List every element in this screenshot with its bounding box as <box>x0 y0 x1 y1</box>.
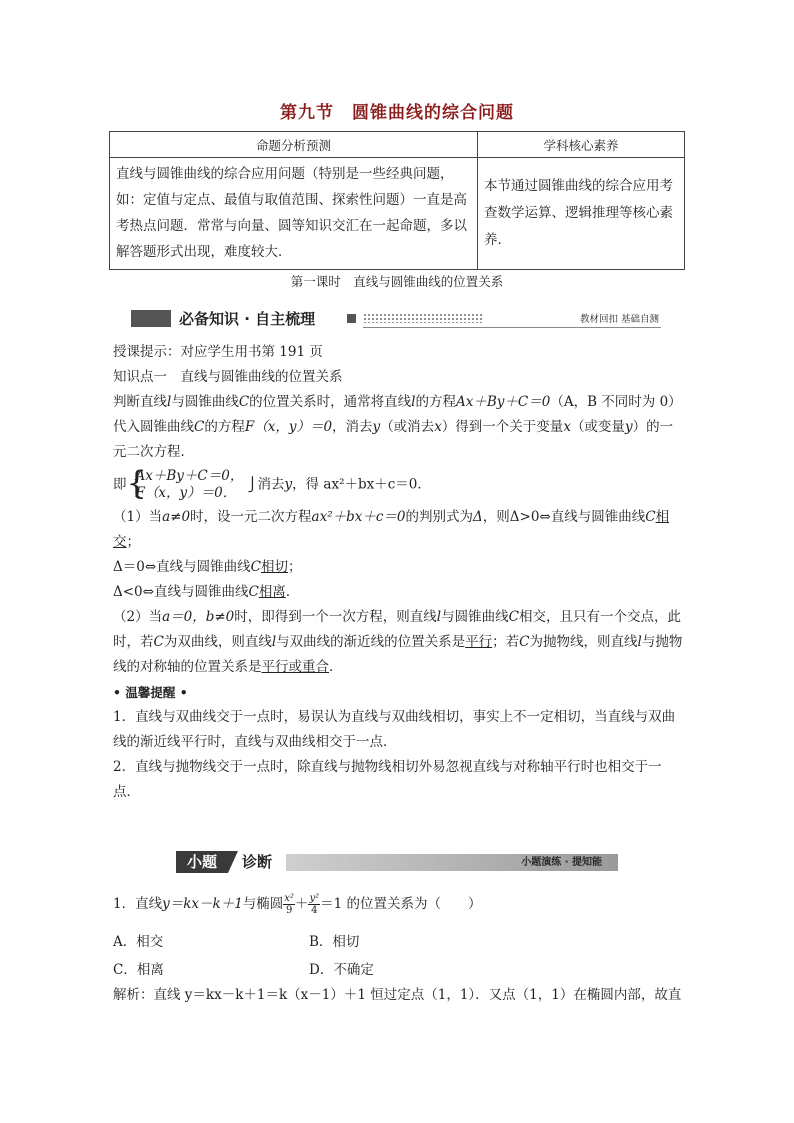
case-two: （2）当a＝0，b≠0时，即得到一个一次方程，则直线l与圆锥曲线C相交，且只有一个交点，此时，若C为双曲线，则直线l与双曲线的渐近线的位置关系是平行；若C为抛物线，则直线l与抛物线的对称轴的位置关系是平行或重合． <box>113 609 683 675</box>
banner-title: 必备知识 · 自主梳理 <box>179 310 316 328</box>
tips-label: • 温馨提醒 • <box>113 685 188 700</box>
answer-tangent: 相切 <box>261 559 288 575</box>
option-b[interactable]: B．相切 <box>309 934 360 950</box>
question-stem: 1．直线y＝kx－k＋1与椭圆 $\frac{\text{x²}}{9}$ ＋ $\frac{\text{y²}}{4}$ ＝1 的位置关系为（ ） <box>113 893 482 916</box>
diagnosis-word: 诊断 <box>242 853 273 871</box>
diagnosis-banner <box>176 851 618 873</box>
table-cell-literacy: 本节通过圆锥曲线的综合应用考查数学运算、逻辑推理等核心素养． <box>478 158 685 270</box>
table-header-analysis: 命题分析预测 <box>110 132 478 158</box>
fraction-x: $\frac{\text{x²}}{9}$ <box>284 893 294 916</box>
system-brace: { Ax＋By＋C＝0， F（x，y）＝0． <box>126 464 244 502</box>
content-body <box>113 340 685 805</box>
answer-separate: 相离 <box>258 584 286 600</box>
diagnosis-box: 小题 <box>176 851 228 873</box>
option-a[interactable]: A．相交 <box>113 934 164 950</box>
case-one-separate: Δ<0⇔直线与圆锥曲线C相离． <box>113 584 300 600</box>
diagnosis-tag: 小题演练 · 提知能 <box>521 857 602 868</box>
banner-rule <box>363 327 661 328</box>
banner-dots-decoration <box>363 313 483 323</box>
diagnosis-slant-decoration <box>228 851 238 873</box>
paragraph-method: 判断直线l与圆锥曲线C的位置关系时，通常将直线l的方程Ax＋By＋C＝0（A，B 不同时为 0）代入圆锥曲线C的方程F（x，y）＝0，消去y（或消去x）得到一个关于变量x（或变量y）的一元二次方程． <box>113 394 682 460</box>
option-c[interactable]: C．相离 <box>113 962 164 978</box>
table-cell-analysis: 直线与圆锥曲线的综合应用问题（特别是一些经典问题，如：定值与定点、最值与取值范围、探索性问题）一直是高考热点问题．常常与向量、圆等知识交汇在一起命题，多以解答题形式出现，难度较大． <box>110 158 478 270</box>
intro-table <box>109 131 685 270</box>
lesson-title: 第一课时 直线与圆锥曲线的位置关系 <box>290 274 504 289</box>
question-one <box>113 890 685 918</box>
section-title: 第九节 圆锥曲线的综合问题 <box>280 103 514 123</box>
case-one-tangent: Δ＝0⇔直线与圆锥曲线C相切； <box>113 559 302 575</box>
equation-system: 即 { Ax＋By＋C＝0， F（x，y）＝0． ⎭消去y，得 ax²＋bx＋c＝0． <box>113 464 431 502</box>
banner-square-decoration <box>347 314 356 323</box>
answer-parallel: 平行 <box>465 634 493 650</box>
lesson-hint: 授课提示：对应学生用书第 191 页 <box>113 344 323 360</box>
case-one: （1）当a≠0时，设一元二次方程ax²＋bx＋c＝0的判别式为Δ，则Δ>0⇔直线与圆锥曲线C相交； <box>113 509 670 550</box>
tip-item: 1．直线与双曲线交于一点时，易误认为直线与双曲线相切，事实上不一定相切，当直线与双曲线的渐近线平行时，直线与双曲线相交于一点． <box>113 709 676 750</box>
knowledge-point-heading: 知识点一 直线与圆锥曲线的位置关系 <box>113 369 343 385</box>
knowledge-banner <box>131 308 661 330</box>
banner-tag: 教材回扣 基础自测 <box>579 314 659 325</box>
options <box>113 930 593 990</box>
banner-block-decoration <box>131 310 171 327</box>
tip-item: 2．直线与抛物线交于一点时，除直线与抛物线相切外易忽视直线与对称轴平行时也相交于一点． <box>113 759 662 800</box>
answer-intersect: 相交 <box>113 509 670 550</box>
option-d[interactable]: D．不确定 <box>309 962 374 978</box>
solution <box>113 983 685 1008</box>
table-header-literacy: 学科核心素养 <box>478 132 685 158</box>
solution-text: 解析：直线 y＝kx－k＋1＝k（x－1）＋1 恒过定点（1，1）．又点（1，1）在椭圆内部，故直 <box>113 987 682 1003</box>
fraction-y: $\frac{\text{y²}}{4}$ <box>309 893 320 916</box>
answer-parallel-or-coincide: 平行或重合 <box>261 659 329 675</box>
